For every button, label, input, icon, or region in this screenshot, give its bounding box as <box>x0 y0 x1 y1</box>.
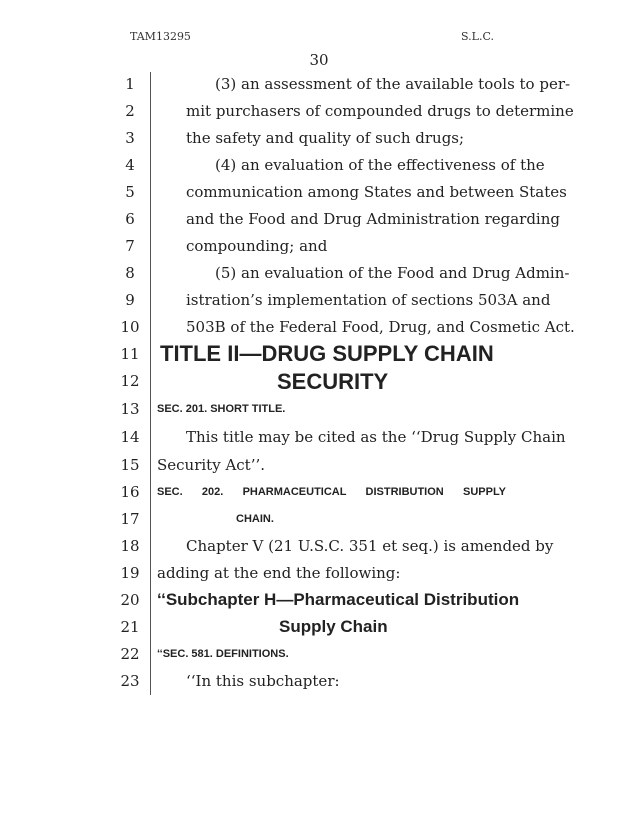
text-line: (5) an evaluation of the Food and Drug Admin- <box>215 264 570 282</box>
line-number: 15 <box>120 456 140 474</box>
text-line: the safety and quality of such drugs; <box>186 129 465 147</box>
text-line: (4) an evaluation of the effectiveness of the <box>215 156 545 174</box>
section-heading: CHAIN. <box>236 513 274 525</box>
text-line: ‘‘In this subchapter: <box>186 672 340 690</box>
line-number: 17 <box>120 510 140 528</box>
text-line: 503B of the Federal Food, Drug, and Cosmetic Act. <box>186 318 575 336</box>
line-number: 19 <box>120 564 140 582</box>
line-number: 22 <box>120 645 140 663</box>
line-number: 12 <box>120 372 140 390</box>
line-number: 14 <box>120 428 140 446</box>
subchapter-heading: ‘‘Subchapter H—Pharmaceutical Distribution <box>157 590 520 609</box>
text-line: istration’s implementation of sections 503A and <box>186 291 551 309</box>
text-line: (3) an assessment of the available tools to per- <box>215 75 571 93</box>
line-number: 3 <box>125 129 135 147</box>
text-line: mit purchasers of compounded drugs to determine <box>186 102 574 120</box>
document-code: S.L.C. <box>461 30 494 43</box>
line-number: 9 <box>125 291 135 309</box>
line-number-rule <box>150 72 151 695</box>
line-number: 6 <box>125 210 135 228</box>
line-number: 7 <box>125 237 135 255</box>
document-id: TAM13295 <box>130 30 191 43</box>
line-number: 2 <box>125 102 135 120</box>
line-number: 13 <box>120 400 140 418</box>
subchapter-heading: Supply Chain <box>279 617 388 636</box>
line-number: 18 <box>120 537 140 555</box>
text-line: communication among States and between States <box>186 183 567 201</box>
line-number: 4 <box>125 156 135 174</box>
section-heading: SEC. 202. PHARMACEUTICAL DISTRIBUTION SUPPLY <box>157 486 506 498</box>
text-line: Chapter V (21 U.S.C. 351 et seq.) is amended by <box>186 537 554 555</box>
section-heading: SEC. 201. SHORT TITLE. <box>157 403 286 415</box>
section-heading: ‘‘SEC. 581. DEFINITIONS. <box>157 648 289 660</box>
text-line: and the Food and Drug Administration regarding <box>186 210 560 228</box>
text-line: compounding; and <box>186 237 328 255</box>
title-heading: TITLE II—DRUG SUPPLY CHAIN <box>160 341 494 366</box>
line-number: 5 <box>125 183 135 201</box>
line-number: 11 <box>120 345 140 363</box>
text-line: adding at the end the following: <box>157 564 401 582</box>
line-number: 23 <box>120 672 140 690</box>
line-number: 16 <box>120 483 140 501</box>
title-heading: SECURITY <box>277 369 389 394</box>
page-number: 30 <box>309 51 329 69</box>
line-number: 1 <box>125 75 135 93</box>
text-line: This title may be cited as the ‘‘Drug Supply Chain <box>186 428 566 446</box>
line-number: 20 <box>120 591 140 609</box>
line-number: 10 <box>120 318 140 336</box>
line-number: 21 <box>120 618 140 636</box>
text-line: Security Act’’. <box>157 456 266 474</box>
line-number: 8 <box>125 264 135 282</box>
